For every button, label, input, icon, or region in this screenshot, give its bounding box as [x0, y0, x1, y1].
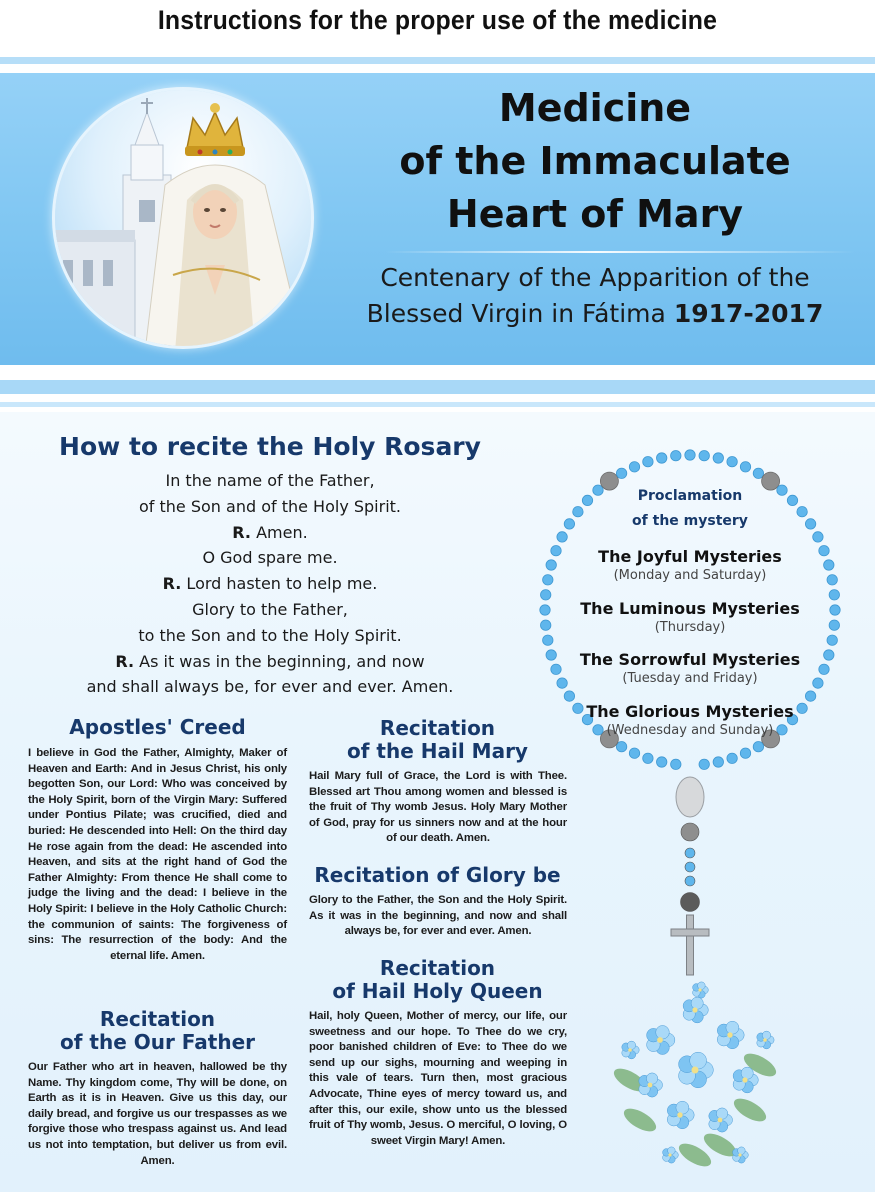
forget-me-not-flowers-icon: [600, 970, 790, 1180]
rosary-bead: [616, 468, 626, 478]
rosary-bead: [740, 748, 750, 758]
creed-title: Apostles' Creed: [69, 715, 246, 739]
hail-holy-queen-title: Recitation of Hail Holy Queen: [332, 956, 543, 1003]
top-title: Instructions for the proper use of the medicine: [157, 5, 718, 35]
intro-line: and shall always be, for ever and ever. Amen.: [86, 677, 454, 697]
rosary-bead: [824, 650, 834, 660]
rosary-bead: [685, 848, 695, 858]
rosary-bead: [685, 876, 695, 886]
forget-me-not-flower: [693, 982, 709, 998]
forget-me-not-flower: [679, 1052, 714, 1088]
crucifix-icon: [671, 915, 709, 975]
rosary-bead: [827, 635, 837, 645]
rosary-bead: [829, 590, 839, 600]
rosary-bead: [657, 757, 667, 767]
leaf: [620, 1104, 659, 1136]
glory-be-title: Recitation of Glory be: [314, 863, 561, 887]
forget-me-not-flower: [717, 1021, 744, 1049]
rosary-bead: [827, 575, 837, 585]
rosary-bead: [699, 451, 709, 461]
rosary-bead: [819, 664, 829, 674]
forget-me-not-flower: [733, 1147, 749, 1163]
intro-line: to the Son and to the Holy Spirit.: [138, 625, 402, 645]
mystery-heading: Proclamation of the mystery: [632, 488, 748, 529]
header-stripe: [0, 57, 875, 64]
rosary-bead: [753, 742, 763, 752]
intro-line: O God spare me.: [202, 548, 338, 568]
subtitle-line-1: Centenary of the Apparition of the: [380, 263, 810, 292]
hail-mary-text: Hail Mary full of Grace, the Lord is with Thee. Blessed art Thou among women and blessed is the fruit of Thy womb Jesus. Holy Mary Mother of God, pray for us sinners now and at the hour of our death. Amen.: [309, 770, 567, 845]
rosary-bead: [713, 757, 723, 767]
hail-mary-title: Recitation of the Hail Mary: [347, 716, 528, 763]
intro-line: Glory to the Father,: [192, 599, 348, 619]
rosary-bead: [685, 450, 695, 460]
lower-stripe: [0, 380, 875, 394]
rosary-bead: [541, 590, 551, 600]
leaf: [730, 1094, 769, 1126]
rosary-bead: [685, 862, 695, 872]
lower-stripe-thin: [0, 402, 875, 407]
our-lady-of-fatima-image: [52, 87, 314, 349]
rosary-bead: [699, 759, 709, 769]
intro-line: of the Son and of the Holy Spirit.: [138, 496, 402, 516]
forget-me-not-flower: [683, 997, 708, 1023]
mystery-luminous: The Luminous Mysteries (Thursday): [580, 599, 800, 635]
rosary-bead: [740, 462, 750, 472]
rosary-bead: [629, 748, 639, 758]
subtitle: [325, 260, 865, 332]
subtitle-line-2: Blessed Virgin in Fátima 1917-2017: [366, 299, 824, 328]
mystery-joyful: The Joyful Mysteries (Monday and Saturday): [598, 547, 782, 583]
rosary-bead: [540, 605, 550, 615]
rosary-bead: [727, 457, 737, 467]
forget-me-not-flower: [667, 1101, 694, 1129]
hail-holy-queen-text: Hail, holy Queen, Mother of mercy, our life, our sweetness and our hope. To Thee do we cry, poor banished children of Eve: to Thee do we send up our sighs, mourning and weeping in this vale of tears. Turn then, most gracious Advocate, Thine eyes of mercy toward us, and after this, our exile, show unto us the blessed fruit of Thy womb, Jesus. O merciful, O loving, O sweet Virgin Mary! Amen.: [309, 1010, 567, 1147]
rosary-bead: [671, 759, 681, 769]
rosary-bead: [805, 691, 815, 701]
rosary-bead: [753, 468, 763, 478]
rosary-bead: [824, 560, 834, 570]
rosary-heading: How to recite the Holy Rosary: [59, 432, 481, 461]
rosary-large-bead: [681, 823, 699, 841]
rosary-bead: [564, 691, 574, 701]
rosary-medal: [676, 777, 704, 817]
banner-divider: [385, 251, 855, 253]
our-father-title: Recitation of the Our Father: [59, 1007, 255, 1054]
rosary-bead: [616, 742, 626, 752]
forget-me-not-flower: [709, 1108, 733, 1132]
rosary-bead: [671, 451, 681, 461]
rosary-bead: [713, 453, 723, 463]
our-father-text: Our Father who art in heaven, hallowed be thy Name. Thy kingdom come, Thy will be done, on Earth as it is in Heaven. Give us this day, our daily bread, and forgive us our trespasses as we forgive those who trespass against us. And lead us not into temptation, but deliver us from evil. Amen.: [28, 1061, 287, 1167]
mystery-glorious: The Glorious Mysteries (Wednesday and Sunday): [586, 702, 794, 738]
centenary-years: 1917-2017: [673, 299, 824, 328]
rosary-bead: [829, 620, 839, 630]
rosary-bead: [657, 453, 667, 463]
rosary-bead: [543, 575, 553, 585]
rosary-bead: [543, 635, 553, 645]
rosary-bead: [819, 546, 829, 556]
rosary-bead: [727, 753, 737, 763]
rosary-bead: [629, 462, 639, 472]
intro-line: R. Lord hasten to help me.: [162, 574, 378, 594]
intro-line: In the name of the Father,: [165, 471, 375, 490]
intro-line: R. Amen.: [232, 522, 308, 542]
rosary-bead: [643, 457, 653, 467]
creed-text: I believe in God the Father, Almighty, Maker of Heaven and Earth: And in Jesus Christ, his only begotten Son, our Lord: Who was conceived by the Holy Spirit, born of the Virgin Mary: Suffered under Pontius Pilate; was crucified, died and buried: He descended into Hell: On the third day He rose again from the dead: He ascended into Heaven, and sits at the right hand of God the Father Almighty: From thence He shall come to judge the living and the dead: I believe in the Holy Spirit: I believe in the Holy Catholic Church: the communion of saints: The forgiveness of sins: The resurrection of the body: And the eternal life. Amen.: [28, 747, 287, 962]
forget-me-not-flower: [647, 1026, 675, 1055]
forget-me-not-flower: [622, 1041, 639, 1059]
rosary-bead: [830, 605, 840, 615]
mystery-sorrowful: The Sorrowful Mysteries (Tuesday and Friday): [579, 650, 801, 686]
forget-me-not-flower: [663, 1147, 679, 1163]
main-title: Medicine of the Immaculate Heart of Mary: [399, 86, 791, 236]
intro-line: R. As it was in the beginning, and now: [115, 651, 425, 671]
rosary-large-bead: [681, 893, 700, 912]
forget-me-not-flower: [639, 1073, 663, 1097]
forget-me-not-flower: [757, 1031, 774, 1049]
rosary-intro: [50, 468, 490, 700]
rosary-bead: [541, 620, 551, 630]
rosary-bead: [546, 650, 556, 660]
rosary-bead: [546, 560, 556, 570]
glory-be-text: Glory to the Father, the Son and the Holy Spirit. As it was in the beginning, and now and shall always be, for ever and ever. Amen.: [309, 894, 567, 938]
rosary-bead: [643, 753, 653, 763]
